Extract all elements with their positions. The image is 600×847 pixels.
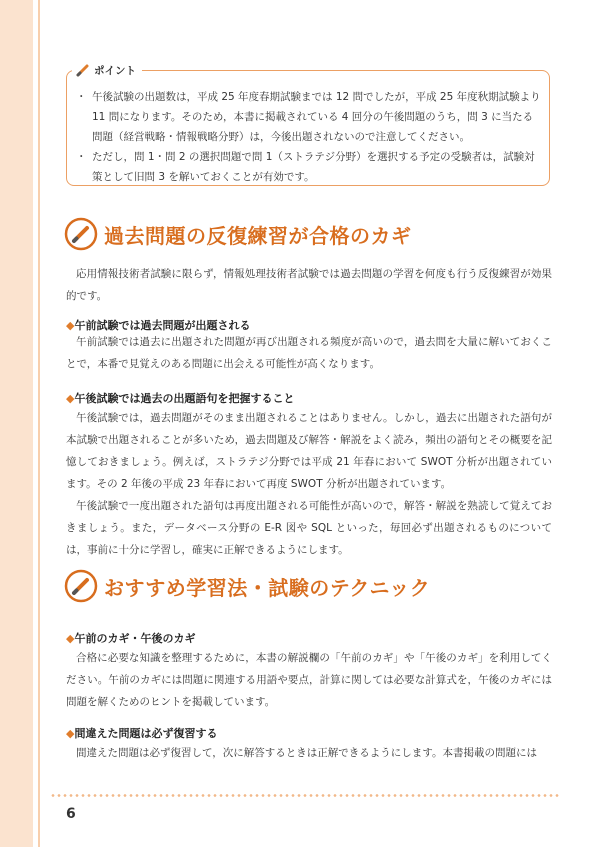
- section1-sub1-heading-text: 午前試験では過去問題が出題される: [74, 319, 251, 332]
- section1-sub2-heading: [66, 390, 294, 406]
- section2-sub2-text: 間違えた問題は必ず復習して，次に解答するときは正解できるようにします。本書掲載の問題には: [76, 747, 537, 759]
- diamond-bullet-icon: ◆: [66, 727, 75, 740]
- section1-heading: [64, 214, 412, 254]
- point-item-2: ・ ただし，問 1・問 2 の選択問題で問 1（ストラテジ分野）を選択する予定の受験者は，試験対策として旧問 3 を解いておくことが有効です。: [78, 147, 542, 187]
- page-side-strip: [0, 0, 33, 847]
- pencil-circle-icon: [64, 569, 98, 603]
- point-item-1: ・ 午後試験の出題数は，平成 25 年度春期試験までは 12 問でしたが，平成 25 年度秋期試験より 11 問になります。そのため，本書に掲載されている 4 回分の午後問題のうち，問 3 に当たる問題（経営戦略・情報戦略分野）は，今後出題されないので注意してください。: [78, 87, 542, 147]
- section2-title: おすすめ学習法・試験のテクニック: [104, 575, 431, 600]
- point-label: ポイント: [94, 64, 136, 77]
- diamond-bullet-icon: ◆: [66, 392, 75, 405]
- section1-intro: 応用情報技術者試験に限らず，情報処理技術者試験では過去問題の学習を何度も行う反復練習が効果的です。: [66, 268, 552, 302]
- section1-sub2-heading-text: 午後試験では過去の出題語句を把握すること: [74, 392, 295, 405]
- section2-heading: [64, 566, 430, 606]
- section2-sub1-heading: [66, 630, 195, 646]
- pencil-icon: [76, 63, 90, 77]
- section1-title: 過去問題の反復練習が合格のカギ: [104, 223, 412, 248]
- pencil-circle-icon: [64, 217, 98, 251]
- diamond-bullet-icon: ◆: [66, 319, 75, 332]
- point-header: [72, 62, 142, 78]
- page-side-rule: [38, 0, 40, 847]
- section2-sub1-heading-text: 午前のカギ・午後のカギ: [74, 632, 196, 645]
- section1-sub2-text1: 午後試験では，過去問題がそのまま出題されることはありません。しかし，過去に出題された語句が本試験で出題されることが多いため，過去問題及び解答・解説をよく読み，頻出の語句とその概要を記憶しておきましょう。例えば，ストラテジ分野では平成 21 年春において SWOT 分析が出題されています。その 2 年後の平成 23 年春において再度 SWOT 分析が出題されています。: [66, 412, 552, 490]
- section2-sub2-heading-text: 間違えた問題は必ず復習する: [74, 727, 218, 740]
- section2-sub2-heading: [66, 725, 217, 741]
- section1-sub1-text: 午前試験では過去に出題された問題が再び出題される頻度が高いので，過去問を大量に解いておくことで，本番で見覚えのある問題に出会える可能性が高くなります。: [66, 336, 552, 370]
- point-list: [78, 87, 542, 187]
- diamond-bullet-icon: ◆: [66, 632, 75, 645]
- page-number: 6: [66, 806, 76, 822]
- section1-sub2-text2: 午後試験で一度出題された語句は再度出題される可能性が高いので，解答・解説を熟読して覚えておきましょう。また，データベース分野の E-R 図や SQL といった，毎回必ず出題されるものについては，事前に十分に学習し，確実に正解できるようにします。: [66, 500, 552, 556]
- section2-sub1-text: 合格に必要な知識を整理するために，本書の解説欄の「午前のカギ」や「午後のカギ」を利用してください。午前のカギには問題に関連する用語や要点，計算に関しては必要な計算式を，午後のカギには問題を解くためのヒントを掲載しています。: [66, 652, 552, 708]
- dotted-divider: [50, 794, 560, 797]
